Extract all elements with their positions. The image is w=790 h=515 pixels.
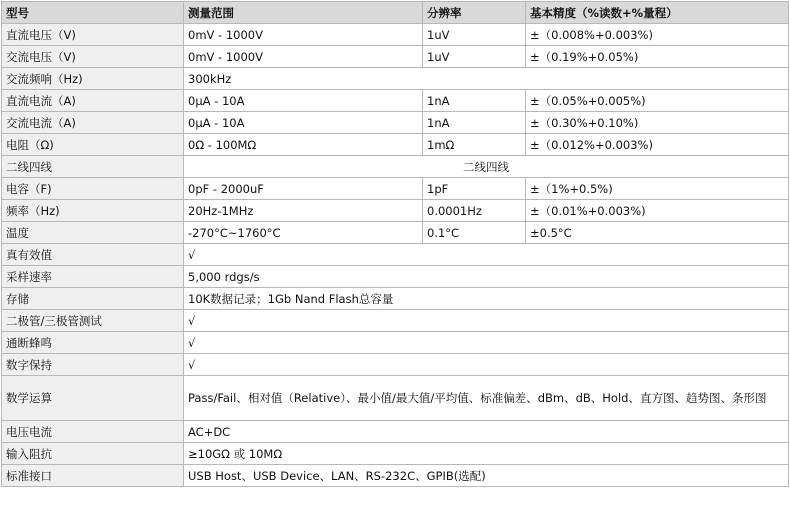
row-label: 电容（F) [2, 178, 184, 200]
row-label: 存储 [2, 288, 184, 310]
accuracy-cell: ±（1%+0.5%) [526, 178, 789, 200]
range-cell: 0pF - 2000uF [184, 178, 423, 200]
header-row [2, 2, 789, 24]
accuracy-cell: ±（0.012%+0.003%) [526, 134, 789, 156]
header-model: 型号 [2, 2, 184, 24]
accuracy-cell: ±（0.05%+0.005%) [526, 90, 789, 112]
table-row [2, 421, 789, 443]
value-cell: √ [184, 332, 789, 354]
range-cell: 0mV - 1000V [184, 46, 423, 68]
row-label: 直流电流（A) [2, 90, 184, 112]
row-label: 温度 [2, 222, 184, 244]
value-cell: √ [184, 354, 789, 376]
row-label: 电阻（Ω) [2, 134, 184, 156]
row-label: 交流电压（V) [2, 46, 184, 68]
header-range: 测量范围 [184, 2, 423, 24]
table-row [2, 90, 789, 112]
range-cell: 0μA - 10A [184, 90, 423, 112]
row-label: 通断蜂鸣 [2, 332, 184, 354]
table-row [2, 24, 789, 46]
spec-body [2, 24, 789, 487]
range-cell: 0μA - 10A [184, 112, 423, 134]
value-cell: 300kHz [184, 68, 789, 90]
table-row [2, 200, 789, 222]
accuracy-cell: ±（0.01%+0.003%) [526, 200, 789, 222]
resolution-cell: 1pF [423, 178, 526, 200]
value-cell: 二线四线 [184, 156, 789, 178]
spec-table [1, 1, 789, 487]
value-cell: AC+DC [184, 421, 789, 443]
row-label: 交流频响（Hz) [2, 68, 184, 90]
table-row [2, 376, 789, 421]
range-cell: -270°C~1760°C [184, 222, 423, 244]
table-row [2, 244, 789, 266]
table-row [2, 443, 789, 465]
row-label: 数学运算 [2, 376, 184, 421]
row-label: 频率（Hz) [2, 200, 184, 222]
accuracy-cell: ±0.5°C [526, 222, 789, 244]
table-row [2, 266, 789, 288]
table-row [2, 354, 789, 376]
row-label: 交流电流（A) [2, 112, 184, 134]
value-cell: 10K数据记录；1Gb Nand Flash总容量 [184, 288, 789, 310]
row-label: 采样速率 [2, 266, 184, 288]
row-label: 数字保持 [2, 354, 184, 376]
table-row [2, 68, 789, 90]
value-cell: Pass/Fail、相对值（Relative）、最小值/最大值/平均值、标准偏差、dBm、dB、Hold、直方图、趋势图、条形图 [184, 376, 789, 421]
table-row [2, 112, 789, 134]
row-label: 二线四线 [2, 156, 184, 178]
accuracy-cell: ±（0.008%+0.003%) [526, 24, 789, 46]
table-row [2, 310, 789, 332]
table-row [2, 134, 789, 156]
resolution-cell: 1uV [423, 24, 526, 46]
row-label: 标准接口 [2, 465, 184, 487]
value-cell: USB Host、USB Device、LAN、RS-232C、GPIB(选配) [184, 465, 789, 487]
value-cell: 5,000 rdgs/s [184, 266, 789, 288]
resolution-cell: 1mΩ [423, 134, 526, 156]
table-row [2, 156, 789, 178]
row-label: 真有效值 [2, 244, 184, 266]
range-cell: 0Ω - 100MΩ [184, 134, 423, 156]
table-row [2, 178, 789, 200]
resolution-cell: 1nA [423, 112, 526, 134]
accuracy-cell: ±（0.19%+0.05%) [526, 46, 789, 68]
value-cell: √ [184, 244, 789, 266]
row-label: 二极管/三极管测试 [2, 310, 184, 332]
value-cell: √ [184, 310, 789, 332]
range-cell: 0mV - 1000V [184, 24, 423, 46]
table-row [2, 46, 789, 68]
resolution-cell: 0.0001Hz [423, 200, 526, 222]
row-label: 电压电流 [2, 421, 184, 443]
range-cell: 20Hz-1MHz [184, 200, 423, 222]
table-row [2, 465, 789, 487]
header-resolution: 分辨率 [423, 2, 526, 24]
table-row [2, 222, 789, 244]
table-row [2, 332, 789, 354]
row-label: 输入阻抗 [2, 443, 184, 465]
value-cell: ≥10GΩ 或 10MΩ [184, 443, 789, 465]
header-accuracy: 基本精度（%读数+%量程） [526, 2, 789, 24]
accuracy-cell: ±（0.30%+0.10%) [526, 112, 789, 134]
table-row [2, 288, 789, 310]
resolution-cell: 1uV [423, 46, 526, 68]
resolution-cell: 1nA [423, 90, 526, 112]
row-label: 直流电压（V) [2, 24, 184, 46]
resolution-cell: 0.1°C [423, 222, 526, 244]
